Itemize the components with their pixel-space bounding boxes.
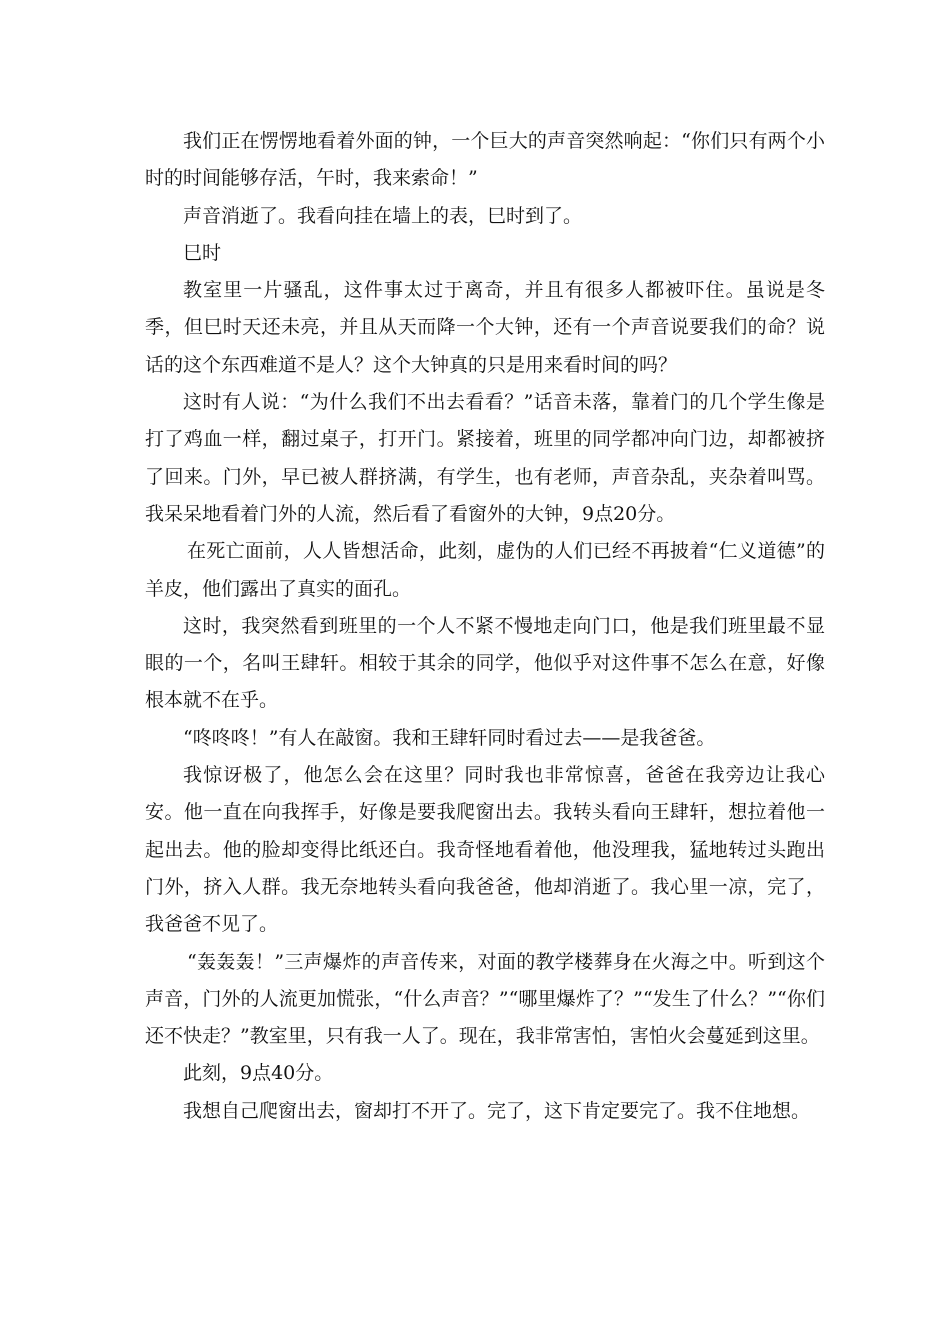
paragraph-3: 教室里一片骚乱，这件事太过于离奇，并且有很多人都被吓住。虽说是冬季，但巳时天还未亮，并且从天而降一个大钟，还有一个声音说要我们的命？说话的这个东西难道不是人？这个大钟真的只是用来看时间的吗？ xyxy=(145,279,825,376)
paragraph-9: “轰轰轰！”三声爆炸的声音传来，对面的教学楼葬身在火海之中。听到这个声音，门外的人流更加慌张，“什么声音？”“哪里爆炸了？”“发生了什么？”“你们还不快走？”教室里，只有我一人了。现在，我非常害怕，害怕火会蔓延到这里。 xyxy=(145,950,825,1048)
paragraph-5: 在死亡面前，人人皆想活命，此刻，虚伪的人们已经不再披着“仁义道德”的羊皮，他们露出了真实的面孔。 xyxy=(145,540,825,600)
paragraph-1: 我们正在愣愣地看着外面的钟，一个巨大的声音突然响起：“你们只有两个小时的时间能够存活，午时，我来索命！” xyxy=(145,130,825,190)
paragraph-11: 我想自己爬窗出去，窗却打不开了。完了，这下肯定要完了。我不住地想。 xyxy=(183,1099,811,1122)
section-heading: 巳时 xyxy=(183,241,222,264)
paragraph-10: 此刻，9点40分。 xyxy=(183,1062,334,1085)
paragraph-6: 这时，我突然看到班里的一个人不紧不慢地走向门口，他是我们班里最不显眼的一个，名叫王肆轩。相较于其余的同学，他似乎对这件事不怎么在意，好像根本就不在乎。 xyxy=(145,614,825,712)
paragraph-2: 声音消逝了。我看向挂在墙上的表，巳时到了。 xyxy=(183,204,583,227)
paragraph-8: 我惊讶极了，他怎么会在这里？同时我也非常惊喜，爸爸在我旁边让我心安。他一直在向我挥手，好像是要我爬窗出去。我转头看向王肆轩，想拉着他一起出去。他的脸却变得比纸还白。我奇怪地看着他，他没理我，猛地转过头跑出门外，挤入人群。我无奈地转头看向我爸爸，他却消逝了。我心里一凉，完了，我爸爸不见了。 xyxy=(145,764,825,936)
paragraph-7: “咚咚咚！”有人在敲窗。我和王肆轩同时看过去——是我爸爸。 xyxy=(183,726,716,749)
document-body xyxy=(145,123,825,1130)
paragraph-4: 这时有人说：“为什么我们不出去看看？”话音未落，靠着门的几个学生像是打了鸡血一样，翻过桌子，打开门。紧接着，班里的同学都冲向门边，却都被挤了回来。门外，早已被人群挤满，有学生，也有老师，声音杂乱，夹杂着叫骂。我呆呆地看着门外的人流，然后看了看窗外的大钟，9点20分。 xyxy=(145,391,825,525)
